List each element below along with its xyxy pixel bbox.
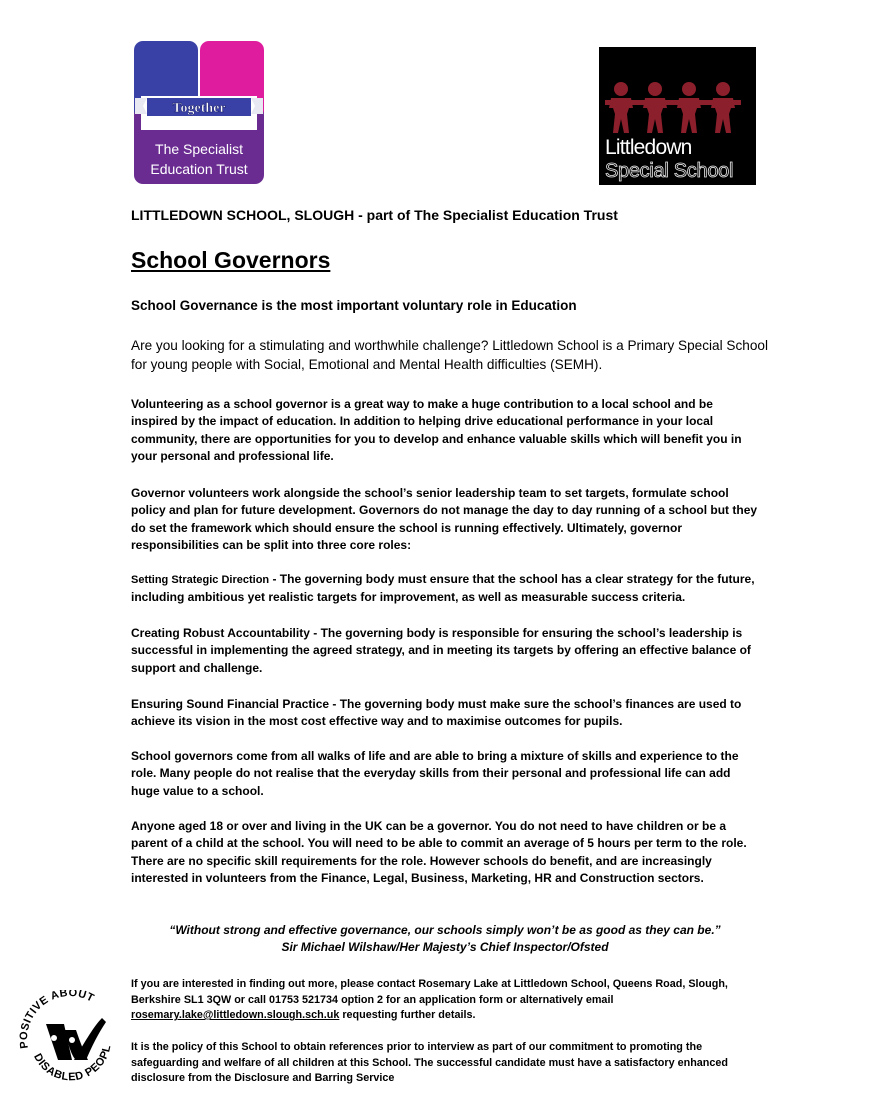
contact-paragraph xyxy=(131,977,761,1024)
eligibility-paragraph: Anyone aged 18 or over and living in the UK can be a governor. You do not need to have children or be a parent of a child at the school. You will need to be able to commit an average of 5 hours per term to the role. There are no specific skill requirements for the role. However schools do benefit, and are increasingly interested in volunteers from the Finance, Legal, Business, Marketing, HR and Construction sectors. xyxy=(131,819,747,885)
role-heading: Setting Strategic Direction xyxy=(131,574,270,586)
role-text: - The governing body must make sure the school’s finances are used to achieve its vision in the most cost effective way and to maximise outcomes for pupils. xyxy=(131,697,742,729)
role-text: - The governing body is responsible for ensuring the school’s leadership is successful in implementing the agreed strategy, and in meeting its targets by offering an effective balance of support and challenge. xyxy=(131,626,751,675)
children-figures-icon xyxy=(599,47,756,142)
walks-of-life-paragraph: School governors come from all walks of life and are able to bring a mixture of skills and experience to the role. Many people do not realise that the everyday skills from their personal and professional life can add huge value to a school. xyxy=(131,749,739,798)
quote-block xyxy=(131,922,759,956)
safeguarding-policy: It is the policy of this School to obtain references prior to interview as part of our commitment to promoting the safeguarding and welfare of all children at this School. The successful candidate must have a satisfactory enhanced disclosure from the Disclosure and Barring Service xyxy=(131,1041,728,1085)
intro-paragraph: Are you looking for a stimulating and worthwhile challenge? Littledown School is a Primary Special School for young people with Social, Emotional and Mental Health difficulties (SEMH). xyxy=(131,338,768,372)
role-financial-practice xyxy=(131,696,759,731)
governors-paragraph: Governor volunteers work alongside the school’s senior leadership team to set targets, formulate school policy and plan for future development. Governors do not manage the day to day running of a school but they do set the framework which should ensure the school is running effectively. Ultimately, governor responsibilities can be split into three core roles: xyxy=(131,486,758,552)
contact-text: If you are interested in finding out more, please contact Rosemary Lake at Littledown School, Queens Road, Slough, Berkshire SL1 3QW or call 01753 521734 option 2 for an application form or alternatively email xyxy=(131,978,728,1006)
school-logo-name: Littledown xyxy=(605,136,692,159)
role-heading: Creating Robust Accountability xyxy=(131,626,310,640)
role-strategic-direction xyxy=(131,571,759,607)
page-subtitle: School Governance is the most important voluntary role in Education xyxy=(131,298,577,313)
double-tick-icon xyxy=(46,1018,106,1060)
trust-logo xyxy=(133,40,265,185)
contact-text-end: requesting further details. xyxy=(339,1009,476,1022)
school-logo-subtitle: Special School xyxy=(605,160,734,182)
role-heading: Ensuring Sound Financial Practice xyxy=(131,697,330,711)
logo-top-text: POSITIVE ABOUT xyxy=(17,990,97,1050)
trust-name-line2: Education Trust xyxy=(150,161,248,177)
school-logo xyxy=(599,47,756,185)
school-header: LITTLEDOWN SCHOOL, SLOUGH - part of The Specialist Education Trust xyxy=(131,207,618,223)
trust-banner-text: Together xyxy=(172,101,226,116)
quote-attribution: Sir Michael Wilshaw/Her Majesty’s Chief Inspector/Ofsted xyxy=(281,940,609,954)
volunteering-paragraph: Volunteering as a school governor is a great way to make a huge contribution to a local school and be inspired by the impact of education. In addition to helping drive educational performance in your local community, there are opportunities for you to develop and enhance valuable skills which will benefit you in your personal and professional life. xyxy=(131,397,742,463)
trust-name-line1: The Specialist xyxy=(155,141,243,157)
quote-text: “Without strong and effective governance, our schools simply won’t be as good as they can be.” xyxy=(169,923,721,937)
page-title: School Governors xyxy=(131,247,331,273)
logo-bottom-text: DISABLED PEOPL xyxy=(31,1043,114,1084)
positive-about-disabled-people-logo xyxy=(14,990,126,1085)
role-robust-accountability xyxy=(131,625,759,677)
contact-email-link[interactable]: rosemary.lake@littledown.slough.sch.uk xyxy=(131,1009,340,1022)
role-text: - The governing body must ensure that the school has a clear strategy for the future, including ambitious yet realistic targets for improvement, as well as measurable success criteria. xyxy=(131,572,755,605)
